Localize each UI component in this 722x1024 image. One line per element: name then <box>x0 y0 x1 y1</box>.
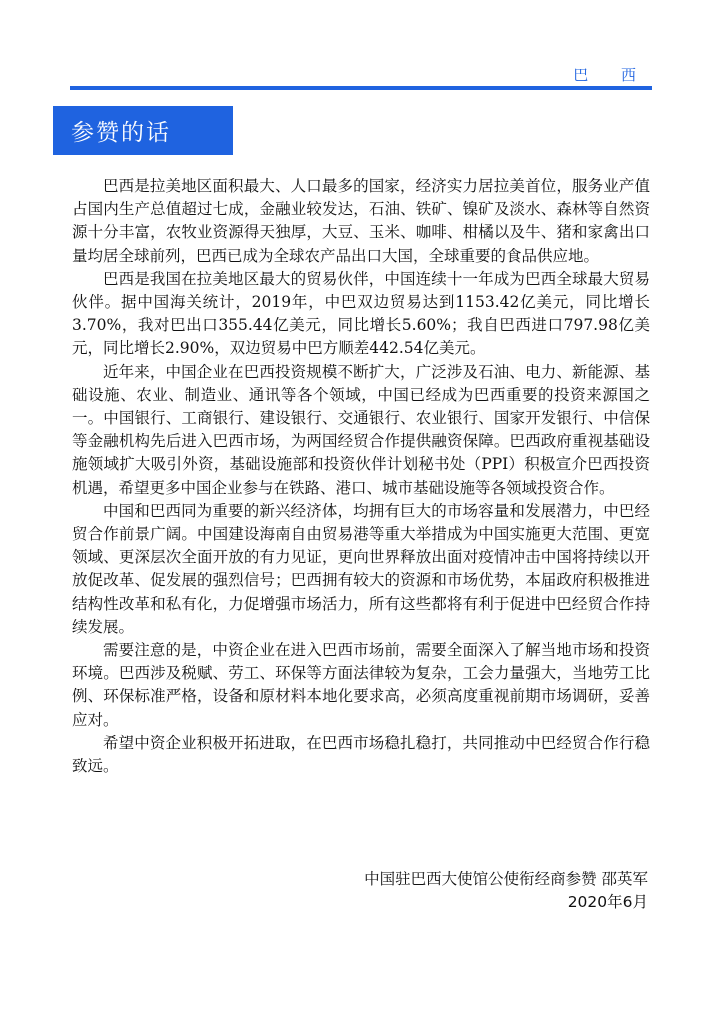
paragraph-1: 巴西是拉美地区面积最大、人口最多的国家，经济实力居拉美首位，服务业产值占国内生产总值超过七成，金融业较发达，石油、铁矿、镍矿及淡水、森林等自然资源十分丰富，农牧业资源得天独厚，大豆、玉米、咖啡、柑橘以及牛、猪和家禽出口量均居全球前列，巴西已成为全球农产品出口大国，全球重要的食品供应地。 <box>72 177 650 265</box>
signature-date: 2020年6月 <box>567 893 648 911</box>
header-rule <box>70 86 652 90</box>
paragraph-6: 希望中资企业积极开拓进取，在巴西市场稳扎稳打，共同推动中巴经贸合作行稳致远。 <box>72 733 650 776</box>
paragraph-5: 需要注意的是，中资企业在进入巴西市场前，需要全面深入了解当地市场和投资环境。巴西涉及税赋、劳工、环保等方面法律较为复杂，工会力量强大，当地劳工比例、环保标准严格，设备和原材料本地化要求高，必须高度重视前期市场调研，妥善应对。 <box>72 641 650 729</box>
paragraph-2: 巴西是我国在拉美地区最大的贸易伙伴，中国连续十一年成为巴西全球最大贸易伙伴。据中国海关统计，2019年，中巴双边贸易达到1153.42亿美元，同比增长3.70%，我对巴出口355.44亿美元，同比增长5.60%；我自巴西进口797.98亿美元，同比增长2.90%，双边贸易中巴方顺差442.54亿美元。 <box>72 269 650 358</box>
signature-author: 中国驻巴西大使馆公使衔经商参赞 邵英军 <box>364 870 648 888</box>
body-text <box>72 175 650 778</box>
paragraph-3: 近年来，中国企业在巴西投资规模不断扩大，广泛涉及石油、电力、新能源、基础设施、农业、制造业、通讯等各个领域，中国已经成为巴西重要的投资来源国之一。中国银行、工商银行、建设银行、交通银行、农业银行、国家开发银行、中信保等金融机构先后进入巴西市场，为两国经贸合作提供融资保障。巴西政府重视基础设施领域扩大吸引外资，基础设施部和投资伙伴计划秘书处（PPI）积极宣介巴西投资机遇，希望更多中国企业参与在铁路、港口、城市基础设施等各领域投资合作。 <box>72 362 650 497</box>
paragraph-4: 中国和巴西同为重要的新兴经济体，均拥有巨大的市场容量和发展潜力，中巴经贸合作前景广阔。中国建设海南自由贸易港等重大举措成为中国实施更大范围、更宽领域、更深层次全面开放的有力见证，更向世界释放出面对疫情冲击中国将持续以开放促改革、促发展的强烈信号；巴西拥有较大的资源和市场优势，本届政府积极推进结构性改革和私有化，力促增强市场活力，所有这些都将有利于促进中巴经贸合作持续发展。 <box>72 501 650 636</box>
section-title-bar <box>53 106 233 155</box>
running-head: 巴 西 <box>573 66 650 84</box>
signature <box>364 868 648 914</box>
section-title: 参赞的话 <box>71 120 171 146</box>
